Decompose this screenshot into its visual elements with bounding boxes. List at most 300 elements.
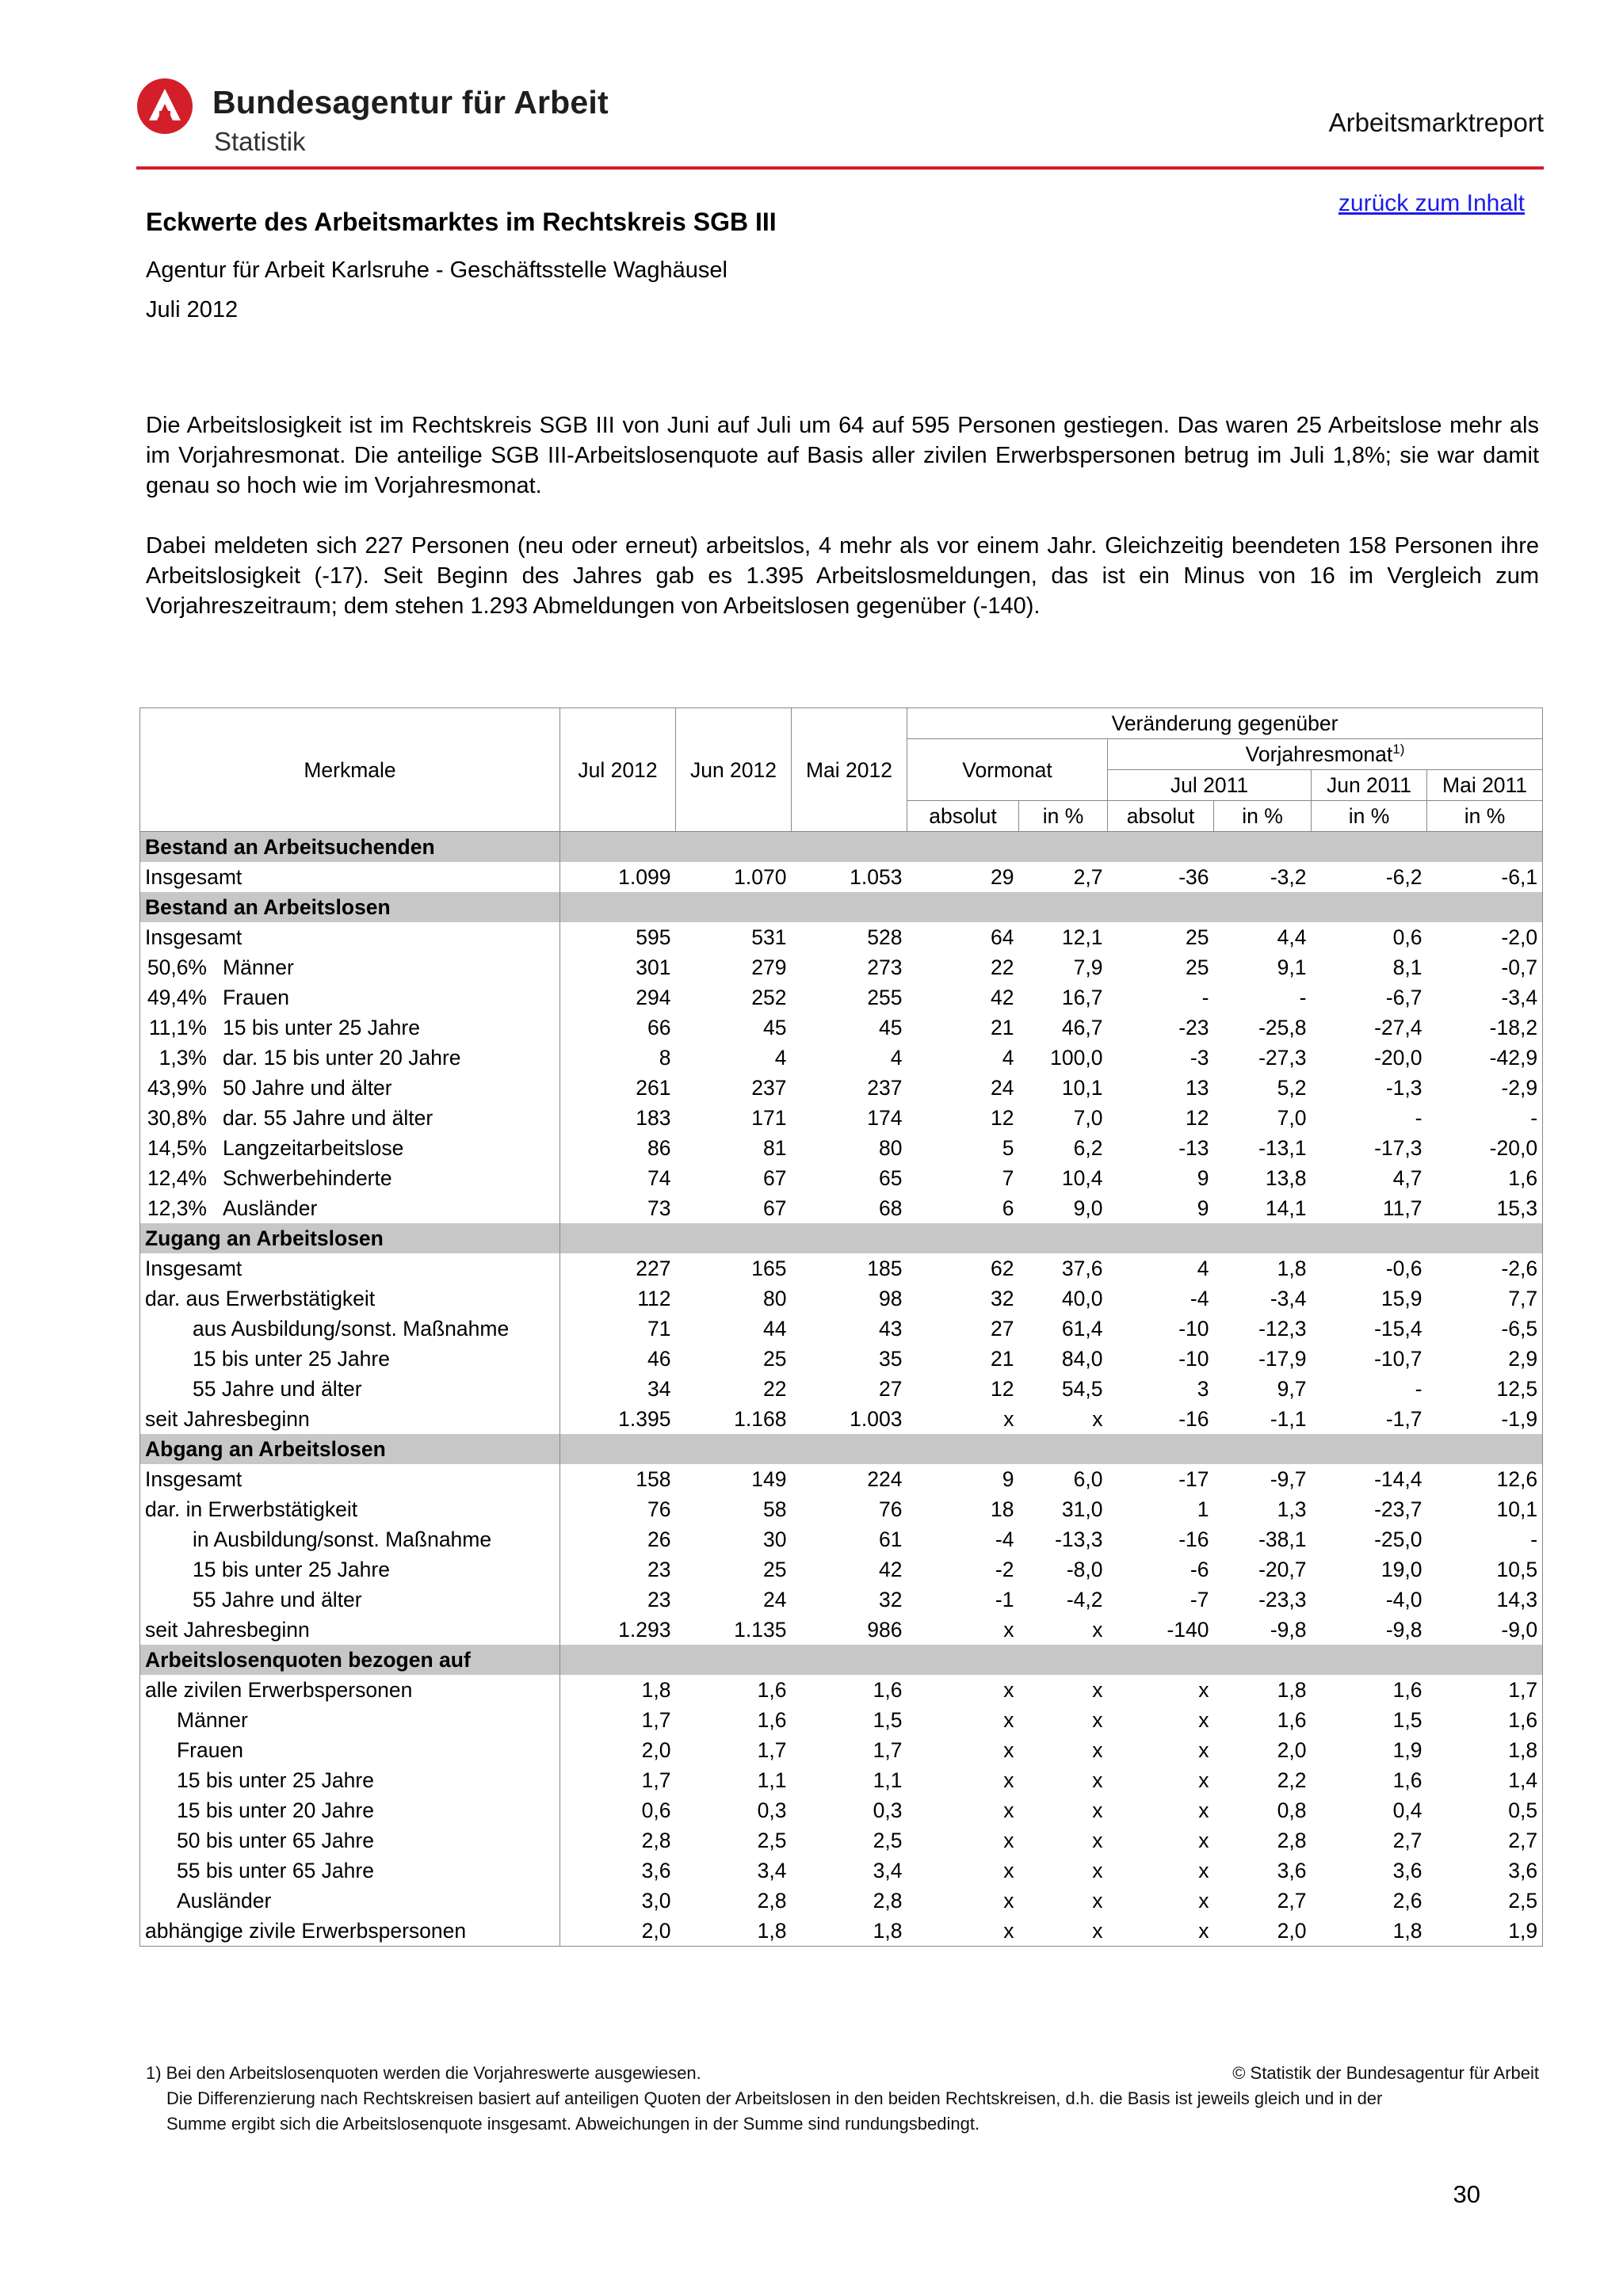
row-label: dar. 55 Jahre und älter [223,1106,433,1130]
value-cell: 2,0 [641,1738,671,1762]
row-label-cell [140,1765,560,1795]
value-cell: -3,4 [1270,1287,1307,1310]
org-subtitle: Statistik [214,127,306,156]
value-cell: 7 [1002,1166,1014,1190]
value-cell: 528 [867,925,903,949]
value-cell: 986 [867,1618,903,1642]
value-cell: 76 [647,1497,671,1521]
value-cell: 237 [867,1076,903,1100]
table-row [140,1374,1543,1404]
value-cell: -1,3 [1385,1076,1423,1100]
row-label: aus Ausbildung/sonst. Maßnahme [193,1317,510,1341]
row-label-cell [140,1615,560,1645]
value-cell: -10,7 [1374,1347,1423,1371]
value-cell: 8,1 [1392,955,1423,979]
row-label-cell [140,1103,560,1133]
value-cell: 6 [1002,1196,1014,1220]
value-cell: 12,1 [1061,925,1103,949]
table-row [140,1344,1543,1374]
value-cell: - [1299,986,1307,1009]
value-cell: 1.395 [618,1407,671,1431]
value-cell: -2 [995,1558,1014,1581]
value-cell: 2,5 [1427,1886,1543,1916]
value-cell: 9,1 [1277,955,1307,979]
table-row [140,1073,1543,1103]
row-label-cell [140,1735,560,1765]
value-cell: -4 [1190,1287,1209,1310]
value-cell: 18 [991,1497,1014,1521]
row-label-cell [140,1795,560,1825]
value-cell: 9 [1197,1166,1209,1190]
value-cell: 2,8 [873,1889,903,1913]
value-cell: 12,5 [1427,1374,1543,1404]
value-cell: 68 [879,1196,903,1220]
header-divider [136,166,1544,170]
value-cell: 3,6 [1277,1859,1307,1882]
value-cell: 3,4 [873,1859,903,1882]
table-row [140,1795,1543,1825]
value-cell: x [1003,1708,1014,1732]
value-cell: 1,8 [1277,1678,1307,1702]
page-header [136,73,1544,168]
value-cell: 62 [991,1257,1014,1280]
vorjahresmonat-label: Vorjahresmonat [1245,742,1393,766]
value-cell: 10,4 [1061,1166,1103,1190]
value-cell: 98 [879,1287,903,1310]
value-cell: x [1092,1889,1103,1913]
col-jun2011-pct: in % [1312,801,1427,832]
value-cell: 1,8 [1312,1916,1427,1947]
table-row [140,1615,1543,1645]
value-cell: 1.070 [734,865,787,889]
value-cell: 9,7 [1277,1377,1307,1401]
value-cell: 174 [867,1106,903,1130]
value-cell: 1,8 [1277,1257,1307,1280]
value-cell: x [1003,1407,1014,1431]
value-cell: 2,5 [873,1829,903,1852]
value-cell: 595 [636,925,671,949]
value-cell: 6,2 [1073,1136,1103,1160]
table-row [140,1464,1543,1494]
value-cell: 12 [991,1377,1014,1401]
value-cell: 74 [647,1166,671,1190]
value-cell: 23 [647,1558,671,1581]
value-cell: -2,6 [1427,1253,1543,1283]
value-cell: 61 [879,1527,903,1551]
value-cell: -1,1 [1270,1407,1307,1431]
row-label-cell [140,1585,560,1615]
value-cell: x [1092,1859,1103,1882]
row-label: Insgesamt [145,865,242,889]
value-cell: 4,4 [1277,925,1307,949]
row-label: Frauen [177,1738,243,1762]
col-vorjahresmonat [1108,739,1543,770]
value-cell: 3,6 [641,1859,671,1882]
value-cell: 1,6 [1277,1708,1307,1732]
value-cell: 2,0 [1214,1916,1312,1947]
table-row [140,1253,1543,1283]
table-row [140,1705,1543,1735]
value-cell: 76 [879,1497,903,1521]
value-cell: 112 [637,1287,671,1310]
value-cell: 32 [991,1287,1014,1310]
value-cell: 4,7 [1392,1166,1423,1190]
value-cell: -1 [995,1588,1014,1611]
value-cell: -0,7 [1427,952,1543,982]
col-mai2011-pct: in % [1427,801,1543,832]
value-cell: x [1003,1618,1014,1642]
value-cell: 252 [751,986,787,1009]
value-cell: 294 [636,986,671,1009]
value-cell: 11,7 [1382,1196,1423,1220]
value-cell: -4 [995,1527,1014,1551]
value-cell: 22 [991,955,1014,979]
col-merkmale: Merkmale [140,708,560,832]
value-cell: 1,7 [873,1738,903,1762]
value-cell: 0,3 [873,1798,903,1822]
table-row [140,1554,1543,1585]
row-label: abhängige zivile Erwerbspersonen [145,1919,467,1943]
value-cell: 2,2 [1277,1768,1307,1792]
value-cell: x [1198,1859,1209,1882]
summary-paragraph-1: Die Arbeitslosigkeit ist im Rechtskreis SGB III von Juni auf Juli um 64 auf 595 Personen gestiegen. Das waren 25 Arbeitslose mehr als im Vorjahresmonat. Die anteilige SGB III-Arbeitslosenquote auf Basis aller zivilen Erwerbspersonen betrug im Juli 1,8%; sie war damit genau so hoch wie im Vorjahresmonat. [146,413,1539,498]
value-cell: -16 [1178,1527,1209,1551]
value-cell: 1,6 [757,1678,787,1702]
value-cell: -17,9 [1258,1347,1307,1371]
value-cell: 73 [647,1196,671,1220]
table-row [140,1404,1543,1434]
value-cell: -20,7 [1258,1558,1307,1581]
value-cell: x [1092,1738,1103,1762]
agency-name: Agentur für Arbeit Karlsruhe - Geschäftsstelle Waghäusel [146,257,727,283]
value-cell: 42 [879,1558,903,1581]
value-cell: 67 [763,1166,787,1190]
table-row [140,1193,1543,1223]
table-row [140,1735,1543,1765]
value-cell: -27,3 [1258,1046,1307,1070]
value-cell: x [1003,1738,1014,1762]
value-cell: 1,7 [757,1738,787,1762]
value-cell: 64 [991,925,1014,949]
ba-logo-icon [136,78,193,135]
col-jul2011-pct: in % [1214,801,1312,832]
value-cell: 12 [991,1106,1014,1130]
value-cell: 149 [751,1467,787,1491]
value-cell: 46 [647,1347,671,1371]
value-cell: -4,2 [1066,1588,1103,1611]
value-cell: 40,0 [1061,1287,1103,1310]
row-label: Insgesamt [145,1467,242,1491]
row-label-cell [140,1073,560,1103]
value-cell: 22 [763,1377,787,1401]
value-cell: 2,9 [1427,1344,1543,1374]
row-label: dar. aus Erwerbstätigkeit [145,1287,376,1310]
row-share-pct: 14,5% [147,1136,207,1160]
value-cell: 2,7 [1277,1889,1307,1913]
value-cell: x [1198,1708,1209,1732]
value-cell: 10,1 [1427,1494,1543,1524]
row-label: alle zivilen Erwerbspersonen [145,1678,413,1702]
value-cell: x [1092,1768,1103,1792]
table-row [140,952,1543,982]
row-label-cell [140,982,560,1013]
row-label: Insgesamt [145,925,242,949]
value-cell: x [1003,1678,1014,1702]
row-label: 15 bis unter 25 Jahre [177,1768,374,1792]
row-share-pct: 50,6% [147,955,207,979]
row-label-cell [140,1013,560,1043]
section-filler [560,832,1543,863]
value-cell: 301 [636,955,671,979]
value-cell: x [907,1916,1019,1947]
col-veraenderung: Veränderung gegenüber [907,708,1543,739]
value-cell: -23 [1178,1016,1209,1039]
value-cell: 9,0 [1073,1196,1103,1220]
value-cell: 12,6 [1427,1464,1543,1494]
value-cell: 0,5 [1427,1795,1543,1825]
section-title: Zugang an Arbeitslosen [140,1223,560,1253]
value-cell: 0,3 [757,1798,787,1822]
value-cell: 45 [763,1016,787,1039]
value-cell: 42 [991,986,1014,1009]
value-cell: 3,6 [1427,1855,1543,1886]
value-cell: 5 [1002,1136,1014,1160]
value-cell: -6,1 [1427,862,1543,892]
value-cell: 4 [1002,1046,1014,1070]
col-mai2012: Mai 2012 [792,708,907,832]
table-row [140,862,1543,892]
row-label: 55 Jahre und älter [193,1377,362,1401]
value-cell: - [1427,1524,1543,1554]
value-cell: 1.003 [850,1407,903,1431]
value-cell: 27 [991,1317,1014,1341]
value-cell: x [1092,1798,1103,1822]
value-cell: 21 [991,1347,1014,1371]
value-cell: -12,3 [1258,1317,1307,1341]
row-label: 50 bis unter 65 Jahre [177,1829,374,1852]
row-label-cell [140,1314,560,1344]
section-title: Arbeitslosenquoten bezogen auf [140,1645,560,1675]
value-cell: 1,6 [1427,1705,1543,1735]
row-label-cell [140,1554,560,1585]
value-cell: 58 [763,1497,787,1521]
value-cell: 7,7 [1427,1283,1543,1314]
section-filler [560,1434,1543,1464]
value-cell: -1,7 [1385,1407,1423,1431]
value-cell: 1,7 [641,1708,671,1732]
row-label-cell [140,1916,560,1947]
row-label-cell [140,1163,560,1193]
value-cell: x [1198,1798,1209,1822]
value-cell: -9,7 [1270,1467,1307,1491]
table-row [140,1916,1543,1947]
value-cell: 2,0 [560,1916,676,1947]
footnote-2-line-1: Die Differenzierung nach Rechtskreisen basiert auf anteiligen Quoten der Arbeitslosen in den beiden Rechtskreisen, d.h. die Basis ist jeweils gleich und in der [166,2088,1383,2108]
row-label: 15 bis unter 25 Jahre [193,1558,390,1581]
value-cell: 171 [751,1106,787,1130]
row-label-cell [140,1404,560,1434]
row-label-cell [140,1133,560,1163]
value-cell: 2,7 [1073,865,1103,889]
value-cell: 26 [647,1527,671,1551]
value-cell: 1.099 [618,865,671,889]
table-row [140,1524,1543,1554]
section-header-row [140,832,1543,863]
footnote-2-line-2: Summe ergibt sich die Arbeitslosenquote insgesamt. Abweichungen in der Summe sind rundungsbedingt. [166,2114,980,2134]
value-cell: 30 [763,1527,787,1551]
value-cell: 7,9 [1073,955,1103,979]
col-jul2011: Jul 2011 [1108,770,1312,801]
row-label: seit Jahresbeginn [145,1407,310,1431]
value-cell: 71 [647,1317,671,1341]
col-vormonat-pct: in % [1019,801,1108,832]
value-cell: 12 [1186,1106,1209,1130]
value-cell: - [1415,1106,1423,1130]
value-cell: 31,0 [1061,1497,1103,1521]
value-cell: 2,8 [641,1829,671,1852]
footnote-ref: 1) [1392,742,1405,757]
value-cell: x [1092,1678,1103,1702]
value-cell: - [1415,1377,1423,1401]
value-cell: 2,6 [1392,1889,1423,1913]
value-cell: 1,6 [873,1678,903,1702]
value-cell: 2,5 [757,1829,787,1852]
value-cell: 2,0 [1277,1738,1307,1762]
value-cell: 81 [763,1136,787,1160]
value-cell: x [1198,1829,1209,1852]
value-cell: -0,6 [1385,1257,1423,1280]
value-cell: 10,5 [1427,1554,1543,1585]
value-cell: 25 [1186,955,1209,979]
value-cell: 4 [774,1046,787,1070]
row-share-pct: 49,4% [147,986,207,1009]
row-label: Ausländer [223,1196,318,1220]
value-cell: 14,1 [1265,1196,1307,1220]
row-label-cell [140,1043,560,1073]
value-cell: -20,0 [1374,1046,1423,1070]
value-cell: 65 [879,1166,903,1190]
table-row [140,1283,1543,1314]
value-cell: 15,9 [1381,1287,1423,1310]
value-cell: 21 [991,1016,1014,1039]
table-row [140,1494,1543,1524]
value-cell: 13 [1186,1076,1209,1100]
table-row [140,1886,1543,1916]
footnote-1: 1) Bei den Arbeitslosenquoten werden die Vorjahreswerte ausgewiesen. [146,2063,701,2083]
table-row [140,1013,1543,1043]
value-cell: -3,4 [1427,982,1543,1013]
value-cell: x [1198,1678,1209,1702]
value-cell: 1,3 [1277,1497,1307,1521]
value-cell: 25 [763,1347,787,1371]
value-cell: 9 [1002,1467,1014,1491]
value-cell: - [1201,986,1209,1009]
value-cell: -6,5 [1427,1314,1543,1344]
col-mai2011: Mai 2011 [1427,770,1543,801]
value-cell: x [1019,1916,1108,1947]
row-label: dar. 15 bis unter 20 Jahre [223,1046,461,1070]
page-number: 30 [1453,2180,1480,2208]
value-cell: -23,7 [1374,1497,1423,1521]
row-label-cell [140,1825,560,1855]
row-label: Frauen [223,986,289,1009]
section-filler [560,1223,1543,1253]
col-jul2011-absolut: absolut [1108,801,1214,832]
back-to-contents-link[interactable]: zurück zum Inhalt [1338,190,1525,216]
value-cell: 10,1 [1061,1076,1103,1100]
page-title: Eckwerte des Arbeitsmarktes im Rechtskreis SGB III [146,208,777,236]
row-share-pct: 12,4% [147,1166,207,1190]
value-cell: 4 [1197,1257,1209,1280]
value-cell: x [1092,1407,1103,1431]
org-name: Bundesagentur für Arbeit [212,84,609,120]
value-cell: 1,7 [1427,1675,1543,1705]
value-cell: 4 [890,1046,903,1070]
row-label: in Ausbildung/sonst. Maßnahme [193,1527,492,1551]
value-cell: -27,4 [1374,1016,1423,1039]
value-cell: 1,6 [1392,1768,1423,1792]
report-label: Arbeitsmarktreport [1328,108,1544,137]
table-row [140,922,1543,952]
table-body [140,832,1543,1947]
value-cell: -18,2 [1427,1013,1543,1043]
value-cell: x [1003,1829,1014,1852]
value-cell: 1,8 [792,1916,907,1947]
value-cell: -8,0 [1066,1558,1103,1581]
value-cell: -13,1 [1258,1136,1307,1160]
value-cell: -140 [1167,1618,1209,1642]
value-cell: 54,5 [1061,1377,1103,1401]
section-header-row [140,1645,1543,1675]
value-cell: -20,0 [1427,1133,1543,1163]
value-cell: 5,2 [1277,1076,1307,1100]
value-cell: 9 [1197,1196,1209,1220]
value-cell: 25 [763,1558,787,1581]
value-cell: 1,8 [641,1678,671,1702]
value-cell: 7,0 [1073,1106,1103,1130]
table-header [140,708,1543,832]
row-label: Männer [177,1708,248,1732]
col-vormonat-absolut: absolut [907,801,1019,832]
table-row [140,1103,1543,1133]
value-cell: 261 [636,1076,671,1100]
value-cell: 279 [751,955,787,979]
value-cell: 16,7 [1061,986,1103,1009]
value-cell: -13 [1178,1136,1209,1160]
value-cell: 14,3 [1427,1585,1543,1615]
value-cell: -9,0 [1427,1615,1543,1645]
value-cell: 2,8 [757,1889,787,1913]
table-row [140,982,1543,1013]
value-cell: 67 [763,1196,787,1220]
row-label: seit Jahresbeginn [145,1618,310,1642]
value-cell: -7 [1190,1588,1209,1611]
value-cell: 3,4 [757,1859,787,1882]
value-cell: -15,4 [1374,1317,1423,1341]
value-cell: 19,0 [1381,1558,1423,1581]
value-cell: -10 [1178,1347,1209,1371]
table-row [140,1585,1543,1615]
row-label: 50 Jahre und älter [223,1076,392,1100]
value-cell: x [1003,1768,1014,1792]
row-share-pct: 11,1% [148,1016,207,1039]
value-cell: 1,6 [757,1708,787,1732]
value-cell: 2,8 [1277,1829,1307,1852]
value-cell: -17,3 [1374,1136,1423,1160]
value-cell: 84,0 [1061,1347,1103,1371]
table-row [140,1163,1543,1193]
value-cell: 3,6 [1392,1859,1423,1882]
